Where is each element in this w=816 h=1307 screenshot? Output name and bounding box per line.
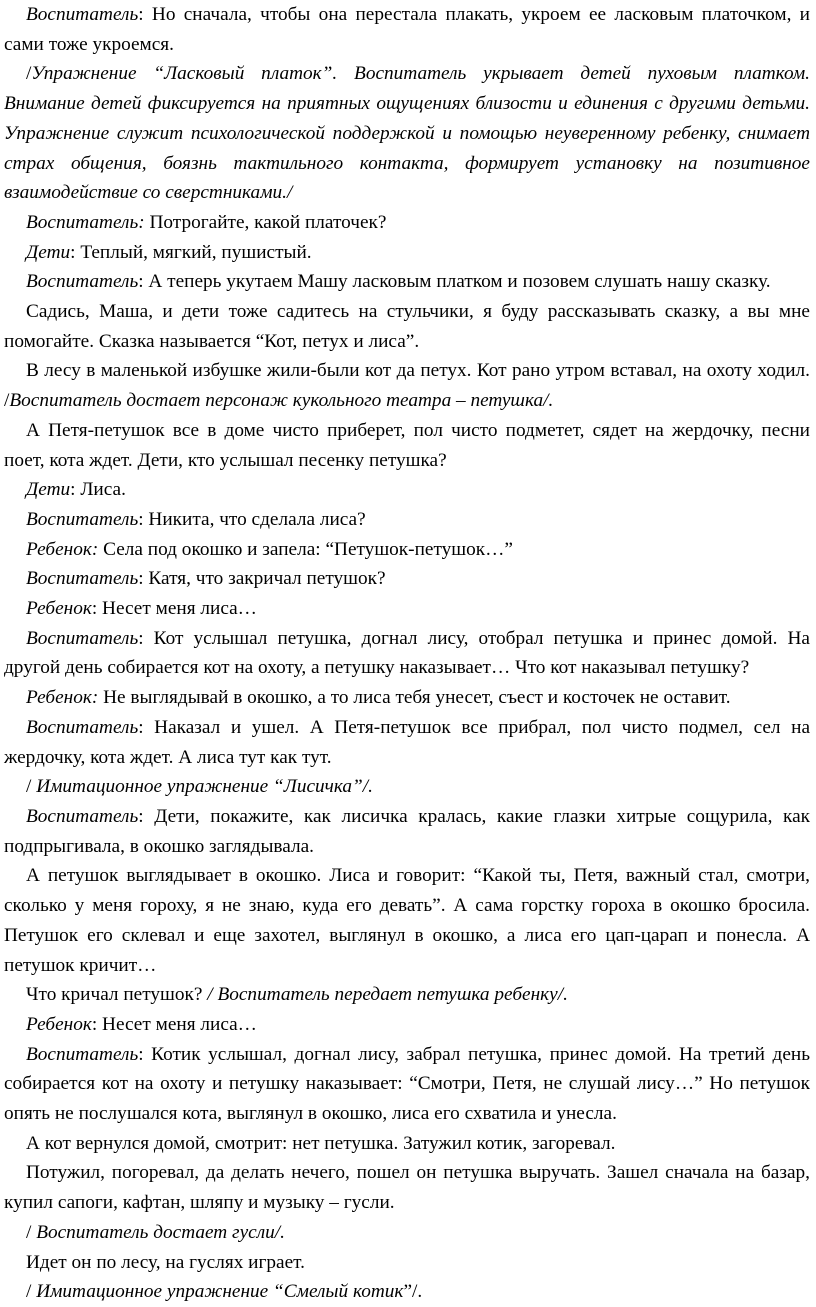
paragraph [4,356,810,415]
paragraph [4,802,810,861]
italic-text-run: Ребенок [26,598,92,620]
text-run: Идет он по лесу, на гуслях играет. [26,1251,305,1273]
italic-text-run: Дети [26,479,71,501]
text-run: : Никита, что сделала лиса? [138,508,366,530]
text-run: Села под окошко и запела: “Петушок-петушок…” [98,538,513,560]
text-run: / [26,1221,37,1243]
text-run: : Наказал и ушел. А Петя-петушок все прибрал, пол чисто подмел, сел на жердочку, кота ждет. А лиса тут как тут. [4,716,810,768]
text-run: А Петя-петушок все в доме чисто приберет, пол чисто подметет, сядет на жердочку, песни поет, кота ждет. Дети, кто услышал песенку петушка? [4,419,810,471]
text-run: / [26,776,37,798]
italic-text-run: Ребенок: [26,687,99,709]
paragraph [4,861,810,980]
text-run: : Кот услышал петушка, догнал лису, отобрал петушка и принес домой. На другой день собирается кот на охоту, а петушку наказывает… Что кот наказывал петушку? [4,627,810,679]
text-run: : Теплый, мягкий, пушистый. [70,241,312,263]
italic-text-run: Воспитатель [26,627,139,649]
paragraph [4,238,810,268]
italic-text-run: Дети [26,241,71,263]
italic-text-run: Упражнение “Ласковый платок”. Воспитатель укрывает детей пуховым платком. Внимание детей фиксируется на приятных ощущениях близости и единения с другими детьми. Упражнение служит психологической поддержкой и помощью неуверенному ребенку, снимает страх общения, боязнь тактильного контакта, формирует установку на позитивное взаимодействие со сверстниками./ [4,63,810,204]
italic-text-run: Воспитатель [26,716,139,738]
italic-text-run: Воспитатель достает персонаж кукольного театра – петушка/. [9,390,554,412]
text-run: : Катя, что закричал петушок? [138,568,386,590]
text-run: : Но сначала, чтобы она перестала плакать, укроем ее ласковым платочком, и сами тоже укроемся. [4,4,810,55]
text-run: : А теперь укутаем Машу ласковым платком и позовем слушать нашу сказку. [138,271,771,293]
text-run: : Несет меня лиса… [91,1013,257,1035]
text-run: А петушок выглядывает в окошко. Лиса и говорит: “Какой ты, Петя, важный стал, смотри, сколько у меня гороху, я не знаю, куда его девать”. А сама горстку гороха в окошко бросила. Петушок его склевал и еще захотел, выглянул в окошко, а лиса его цап-царап и понесла. А петушок кричит… [4,865,810,976]
italic-text-run: Имитационное упражнение “Лисичка”/. [36,776,373,798]
text-run: : Лиса. [70,479,126,501]
text-run: Потрогайте, какой платочек? [144,211,387,233]
paragraph [4,0,810,59]
paragraph [4,208,810,238]
paragraph [4,59,810,208]
text-run: Садись, Маша, и дети тоже садитесь на стульчики, я буду рассказывать сказку, а вы мне помогайте. Сказка называется “Кот, петух и лиса”. [4,301,810,352]
paragraph [4,713,810,772]
italic-text-run: Воспитатель [26,271,139,293]
italic-text-run: Воспитатель [26,805,139,827]
italic-text-run: Воспитатель [26,508,139,530]
text-run: Потужил, погоревал, да делать нечего, пошел он петушка выручать. Зашел сначала на базар, купил сапоги, кафтан, шляпу и музыку – гусли. [4,1162,810,1214]
text-run: / [26,63,32,85]
paragraph [4,1218,810,1248]
paragraph [4,564,810,594]
italic-text-run: Ребенок: [26,538,99,560]
paragraph [4,1158,810,1217]
text-run: : Дети, покажите, как лисичка кралась, какие глазки хитрые сощурила, как подпрыгивала, в окошко заглядывала. [4,805,810,857]
paragraph [4,772,810,802]
paragraph [4,475,810,505]
italic-text-run: Воспитатель: [26,211,145,233]
paragraph [4,1277,810,1307]
italic-text-run: Воспитатель [26,1043,139,1065]
text-run: А кот вернулся домой, смотрит: нет петушка. Затужил котик, загоревал. [26,1132,616,1154]
italic-text-run: Воспитатель [26,568,139,590]
italic-text-run: Ребенок [26,1013,92,1035]
text-run: : Котик услышал, догнал лису, забрал петушка, принес домой. На третий день собирается кот на охоту и петушку наказывает: “Смотри, Петя, не слушай лису…” Но петушок опять не послушался кота, выглянул в окошко, лиса его схватила и унесла. [4,1043,810,1125]
paragraph [4,683,810,713]
italic-text-run: Воспитатель [26,4,139,25]
paragraph [4,1129,810,1159]
paragraph [4,624,810,683]
paragraph [4,980,810,1010]
paragraph [4,1010,810,1040]
text-run: Не выглядывай в окошко, а то лиса тебя унесет, съест и косточек не оставит. [98,687,731,709]
paragraph [4,416,810,475]
paragraph [4,267,810,297]
italic-text-run: Воспитатель достает гусли/. [36,1221,285,1243]
italic-text-run: / Воспитатель передает петушка ребенку/. [207,984,568,1006]
text-run: : Несет меня лиса… [91,598,257,620]
paragraph [4,1248,810,1278]
paragraph [4,297,810,356]
text-run: ”/. [403,1281,423,1303]
text-run: Что кричал петушок? [26,984,208,1006]
text-run: В лесу в маленькой избушке жили-были кот да петух. Кот рано утром вставал, на охоту ходил. / [4,360,810,412]
paragraph [4,1040,810,1129]
paragraph [4,594,810,624]
paragraph [4,535,810,565]
italic-text-run: Имитационное упражнение “Смелый котик [36,1281,404,1303]
text-run: / [26,1281,37,1303]
paragraph [4,505,810,535]
